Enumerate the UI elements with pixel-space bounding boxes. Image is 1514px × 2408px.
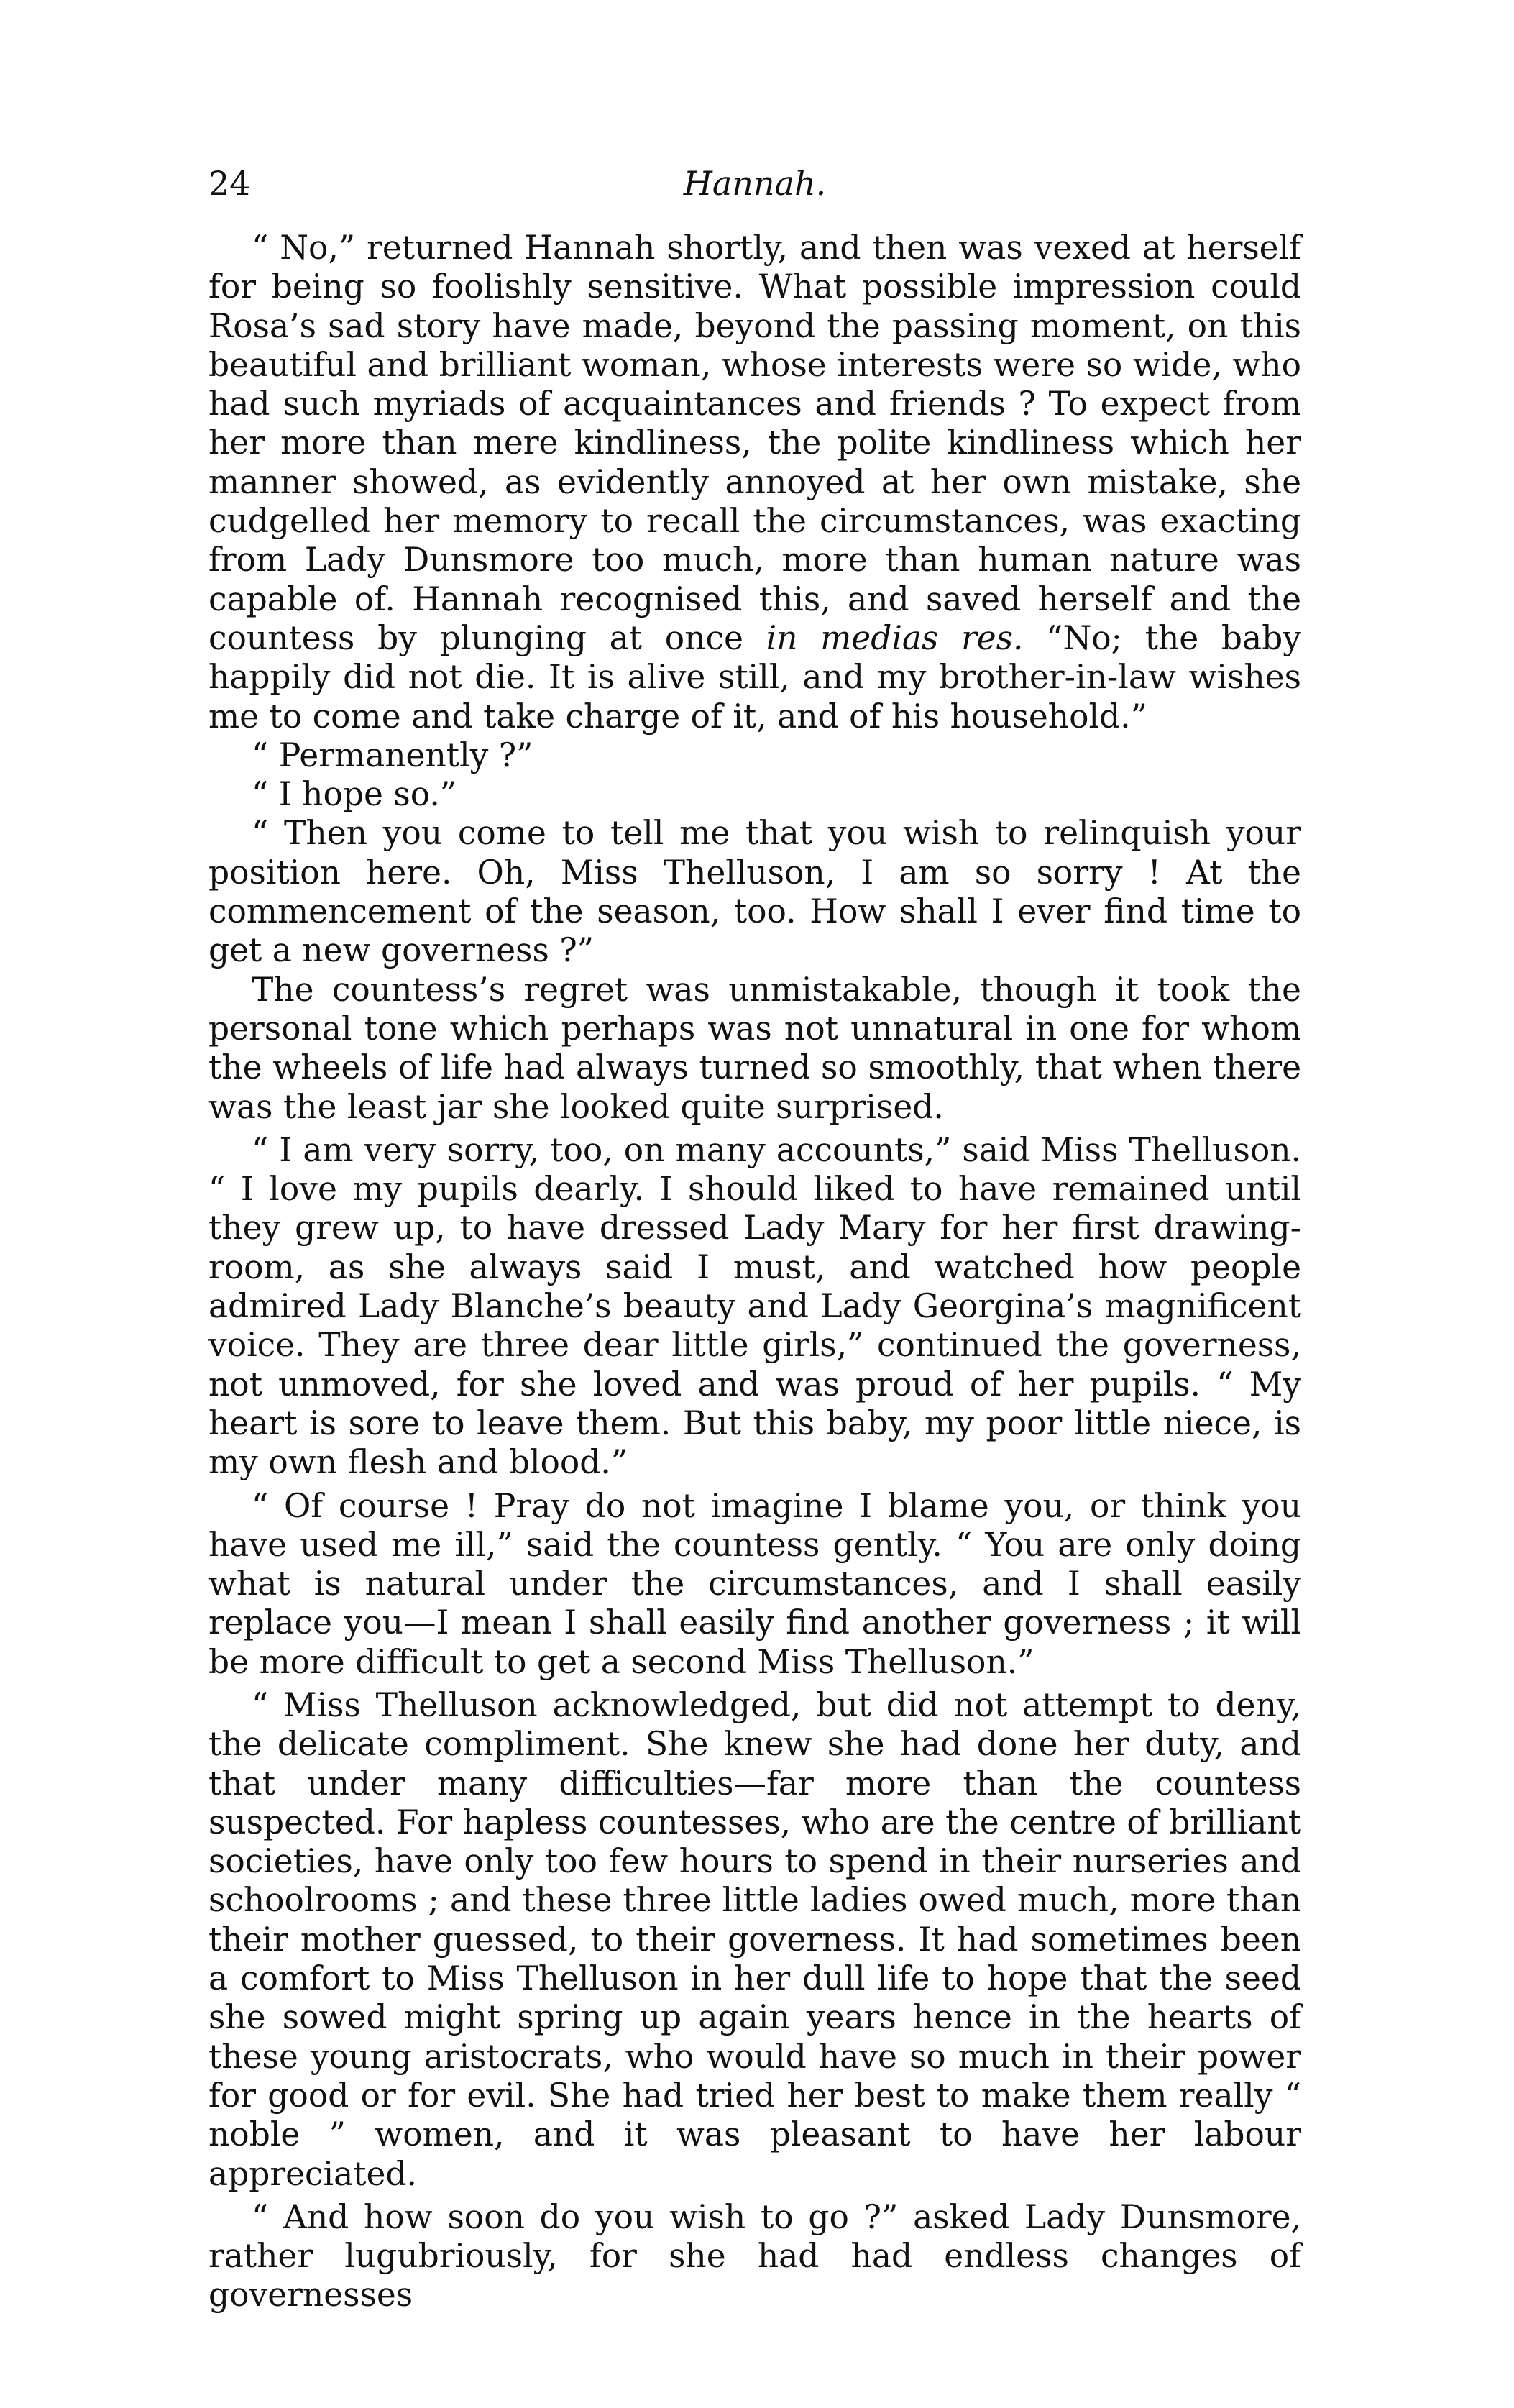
body-text: [208, 229, 1301, 2315]
page-number: 24: [208, 164, 251, 203]
paragraph: “ Permanently ?”: [252, 736, 533, 774]
paragraph: The countess’s regret was unmistakable, though it took the personal tone which perhaps was not unnatural in one for whom the wheels of life had always turned so smoothly, that when there was the least jar she looked quite surprised.: [208, 970, 1301, 1126]
paragraph: “ No,” returned Hannah shortly, and then was vexed at herself for being so foolishly sensitive. What possible impression could Rosa’s sad story have made, beyond the passing moment, on this beautiful and brilliant woman, whose interests were so wide, who had such myriads of acquaintances and friends ? To expect from her more than mere kindliness, the polite kindliness which her manner showed, as evidently annoyed at her own mistake, she cudgelled her memory to recall the circumstances, was exacting from Lady Dunsmore too much, more than human nature was capable of. Hannah recognised this, and saved herself and the countess by plunging at once in medias res. “No; the baby happily did not die. It is alive still, and my brother-in-law wishes me to come and take charge of it, and of his household.”: [208, 229, 1301, 736]
page-header: [208, 164, 1301, 207]
italic-phrase: in medias res.: [766, 618, 1024, 657]
running-title: Hannah.: [683, 164, 827, 203]
paragraph: “ I hope so.”: [252, 775, 457, 814]
paragraph: “ Of course ! Pray do not imagine I blame you, or think you have used me ill,” said the countess gently. “ You are only doing what is natural under the circumstances, and I shall easily replace you—I mean I shall easily find another governess ; it will be more difficult to get a second Miss Thelluson.”: [208, 1486, 1301, 1681]
paragraph: “ And how soon do you wish to go ?” asked Lady Dunsmore, rather lugubriously, for she had had endless changes of governesses: [208, 2197, 1301, 2315]
paragraph: “ Miss Thelluson acknowledged, but did not attempt to deny, the delicate compliment. She knew she had done her duty, and that under many difficulties—far more than the countess suspected. For hapless countesses, who are the centre of brilliant societies, have only too few hours to spend in their nurseries and schoolrooms ; and these three little ladies owed much, more than their mother guessed, to their governess. It had sometimes been a comfort to Miss Thelluson in her dull life to hope that the seed she sowed might spring up again years hence in the hearts of these young aristocrats, who would have so much in their power for good or for evil. She had tried her best to make them really “ noble ” women, and it was pleasant to have her labour appreciated.: [208, 1685, 1301, 2193]
paragraph: “ Then you come to tell me that you wish to relinquish your position here. Oh, Miss Thelluson, I am so sorry ! At the commencement of the season, too. How shall I ever find time to get a new governess ?”: [208, 814, 1301, 970]
paragraph: “ I am very sorry, too, on many accounts,” said Miss Thelluson. “ I love my pupils dearly. I should liked to have remained until they grew up, to have dressed Lady Mary for her first drawing-room, as she always said I must, and watched how people admired Lady Blanche’s beauty and Lady Georgina’s magnificent voice. They are three dear little girls,” continued the governess, not unmoved, for she loved and was proud of her pupils. “ My heart is sore to leave them. But this baby, my poor little niece, is my own flesh and blood.”: [208, 1130, 1301, 1482]
